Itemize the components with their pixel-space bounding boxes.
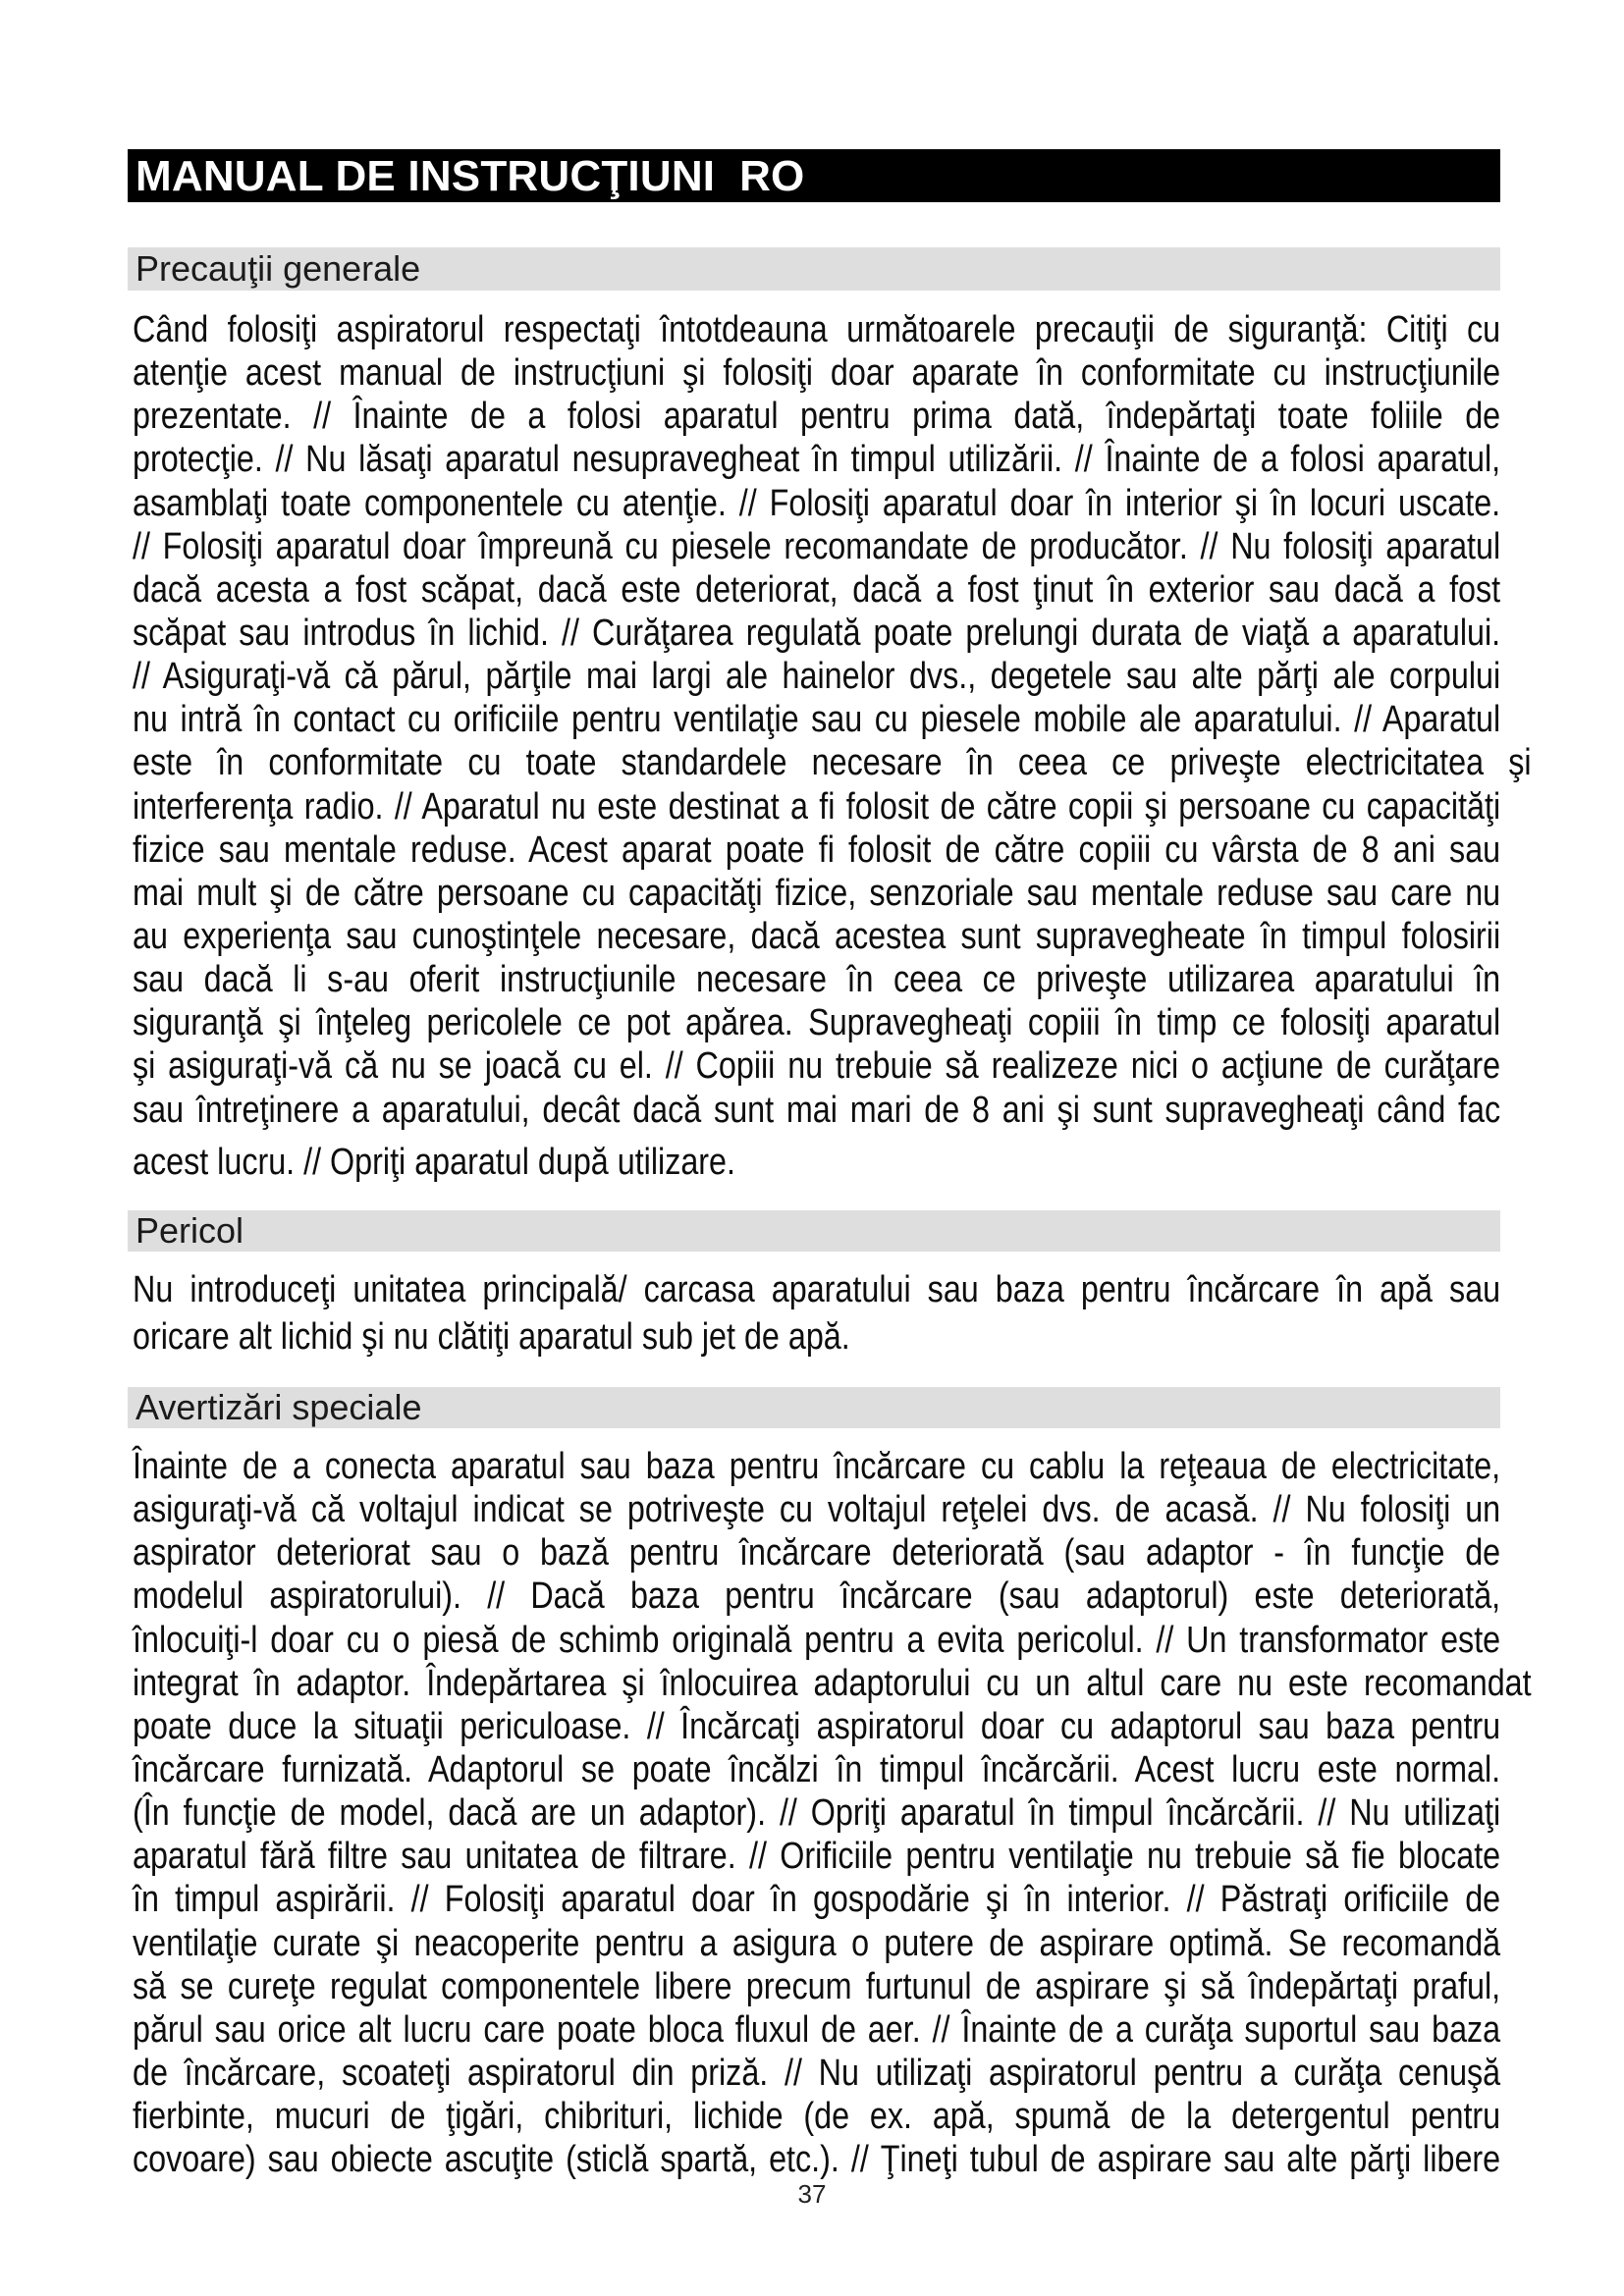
section-body-danger: [133, 1266, 1500, 1361]
text-line: // Asiguraţi-vă că părul, părţile mai largi ale hainelor dvs., degetele sau alte părţi ale corpului: [133, 656, 1501, 698]
text-line: încărcare furnizată. Adaptorul se poate încălzi în timpul încărcării. Acest lucru este normal.: [133, 1748, 1501, 1790]
section-heading: Precauţii generale: [135, 248, 421, 289]
section-bar-special-warnings: [128, 1387, 1500, 1428]
section-heading: Pericol: [135, 1210, 244, 1251]
text-line: modelul aspiratorului). // Dacă baza pentru încărcare (sau adaptorul) este deteriorată,: [133, 1575, 1501, 1618]
text-line: şi asiguraţi-vă că nu se joacă cu el. // Copiii nu trebuie să realizeze nici o acţiune de curăţare: [133, 1045, 1501, 1088]
text-line: înlocuiţi-l doar cu o piesă de schimb originală pentru a evita pericolul. // Un transformator este: [133, 1619, 1501, 1661]
text-line: // Folosiţi aparatul doar împreună cu piesele recomandate de producător. // Nu folosiţi aparatul: [133, 525, 1501, 567]
text-line: Înainte de a conecta aparatul sau baza pentru încărcare cu cablu la reţeaua de electricitate,: [133, 1446, 1501, 1487]
text-line: atenţie acest manual de instrucţiuni şi folosiţi doar aparate în conformitate cu instrucţiunile: [133, 352, 1501, 395]
text-line: covoare) sau obiecte ascuţite (sticlă spartă, etc.). // Ţineţi tubul de aspirare sau alte părţi libere: [133, 2139, 1501, 2181]
manual-title-bar: [128, 149, 1500, 202]
text-line: oricare alt lichid şi nu clătiţi aparatul sub jet de apă.: [133, 1316, 850, 1358]
text-line: aspirator deteriorat sau o bază pentru încărcare deteriorată (sau adaptor - în funcţie de: [133, 1532, 1501, 1575]
text-line: scăpat sau introdus în lichid. // Curăţarea regulată poate prelungi durata de viaţă a aparatului.: [133, 612, 1501, 654]
text-line: mai mult şi de către persoane cu capacităţi fizice, senzoriale sau mentale reduse sau care nu: [133, 872, 1501, 914]
manual-title: MANUAL DE INSTRUCŢIUNI RO: [135, 152, 805, 200]
text-line: ventilaţie curate şi neacoperite pentru a asigura o putere de aspirare optimă. Se recomandă: [133, 1922, 1501, 1964]
text-line: poate duce la situaţii periculoase. // Încărcaţi aspiratorul doar cu adaptorul sau baza pentru: [133, 1705, 1501, 1747]
text-line: protecţie. // Nu lăsaţi aparatul nesupravegheat în timpul utilizării. // Înainte de a folosi aparatul,: [133, 439, 1501, 481]
text-line: (În funcţie de model, dacă are un adaptor). // Opriţi aparatul în timpul încărcării. // Nu utilizaţi: [133, 1792, 1501, 1835]
text-line: Când folosiţi aspiratorul respectaţi întotdeauna următoarele precauţii de siguranţă: Citiţi cu: [133, 309, 1501, 350]
text-line: interferenţa radio. // Aparatul nu este destinat a fi folosit de către copii şi persoane cu capacităţi: [133, 785, 1501, 828]
text-line: asiguraţi-vă că voltajul indicat se potriveşte cu voltajul reţelei dvs. de acasă. // Nu folosiţi un: [133, 1489, 1501, 1531]
text-line: să se cureţe regulat componentele libere precum furtunul de aspirare şi să îndepărtaţi praful,: [133, 1965, 1501, 2007]
page-number: 37: [797, 2179, 827, 2209]
section-heading: Avertizări speciale: [135, 1387, 422, 1427]
text-line: în timpul aspirării. // Folosiţi aparatul doar în gospodărie şi în interior. // Păstraţi orificiile de: [133, 1879, 1501, 1921]
section-body-general-precautions: [133, 308, 1532, 1184]
text-line: aparatul fără filtre sau unitatea de filtrare. // Orificiile pentru ventilaţie nu trebuie să fie blocate: [133, 1836, 1501, 1878]
text-line: de încărcare, scoateţi aspiratorul din priză. // Nu utilizaţi aspiratorul pentru a curăţa cenuşă: [133, 2052, 1501, 2094]
text-line: sau dacă li s-au oferit instrucţiunile necesare în ceea ce priveşte utilizarea aparatului în: [133, 959, 1501, 1001]
text-line: prezentate. // Înainte de a folosi aparatul pentru prima dată, îndepărtaţi toate foliile de: [133, 396, 1501, 438]
text-line: acest lucru. // Opriţi aparatul după utilizare.: [133, 1141, 736, 1183]
section-bar-danger: [128, 1210, 1500, 1252]
text-line: sau întreţinere a aparatului, decât dacă sunt mai mari de 8 ani şi sunt supravegheaţi când fac: [133, 1089, 1501, 1131]
text-line: fizice sau mentale reduse. Acest aparat poate fi folosit de către copiii cu vârsta de 8 ani sau: [133, 828, 1501, 871]
text-line: integrat în adaptor. Îndepărtarea şi înlocuirea adaptorului cu un altul care nu este recomandat: [133, 1662, 1532, 1704]
text-line: Nu introduceţi unitatea principală/ carcasa aparatului sau baza pentru încărcare în apă sau: [133, 1269, 1501, 1310]
text-line: este în conformitate cu toate standardele necesare în ceea ce priveşte electricitatea şi: [133, 742, 1532, 784]
section-bar-general-precautions: [128, 247, 1500, 291]
text-line: asamblaţi toate componentele cu atenţie. // Folosiţi aparatul doar în interior şi în locuri uscate.: [133, 482, 1501, 524]
text-line: siguranţă şi înţeleg pericolele ce pot apărea. Supravegheaţi copiii în timp ce folosiţi aparatul: [133, 1002, 1501, 1044]
text-line: părul sau orice alt lucru care poate bloca fluxul de aer. // Înainte de a curăţa suportul sau baza: [133, 2008, 1501, 2051]
text-line: fierbinte, mucuri de ţigări, chibrituri, lichide (de ex. apă, spumă de la detergentul pentru: [133, 2096, 1501, 2138]
text-line: au experienţa sau cunoştinţele necesare, dacă acestea sunt supravegheate în timpul folosirii: [133, 915, 1501, 957]
section-body-special-warnings: [133, 1445, 1532, 2181]
text-line: nu intră în contact cu orificiile pentru ventilaţie sau cu piesele mobile ale aparatului. // Aparatul: [133, 699, 1501, 741]
text-line: dacă acesta a fost scăpat, dacă este deteriorat, dacă a fost ţinut în exterior sau dacă a fost: [133, 568, 1501, 611]
